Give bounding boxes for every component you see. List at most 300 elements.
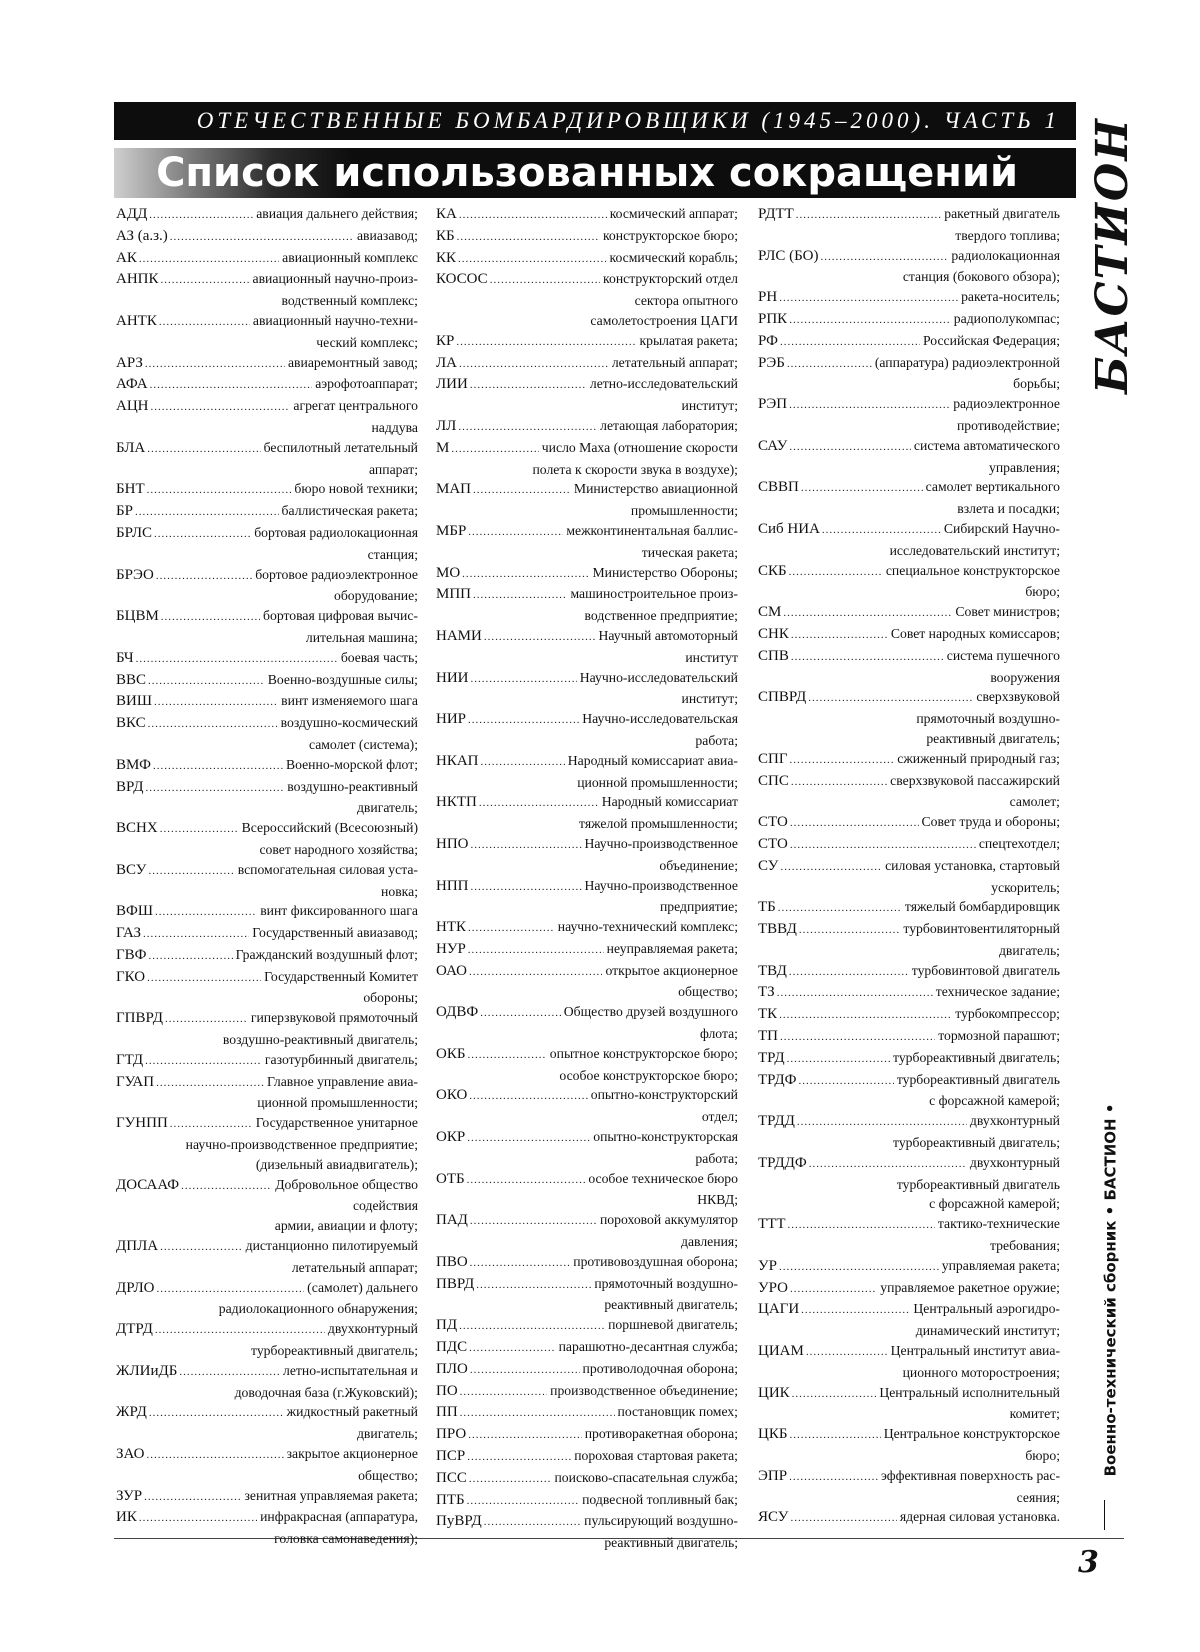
dot-leader — [790, 751, 895, 771]
abbreviation: ВКС — [116, 714, 148, 734]
definition-line: борьбы; — [758, 374, 1060, 394]
abbreviation: ПАД — [436, 1211, 470, 1231]
dot-leader — [181, 1177, 272, 1197]
dot-leader — [147, 969, 261, 989]
dot-leader — [484, 628, 596, 648]
abbreviation: РДТТ — [758, 205, 796, 225]
definition-line: (аппаратура) радиоэлектронной — [872, 353, 1060, 373]
dot-leader — [468, 941, 604, 961]
entry-first-line — [758, 856, 1060, 878]
abbreviation-entry — [116, 1361, 418, 1403]
entry-first-line — [436, 1002, 738, 1024]
definition-line: самолетостроения ЦАГИ — [436, 311, 738, 331]
dot-leader — [820, 248, 948, 268]
entry-first-line — [436, 709, 738, 731]
abbreviation: ЛЛ — [436, 417, 458, 437]
definition-line: общество; — [436, 982, 738, 1002]
definition-line: работа; — [436, 731, 738, 751]
abbreviation-entry — [116, 691, 418, 713]
definition-line: объединение; — [436, 856, 738, 876]
dot-leader — [777, 984, 933, 1004]
definition-line: твердого топлива; — [758, 226, 1060, 246]
definition-line: противоракетная оборона; — [582, 1424, 738, 1444]
definition-line: винт изменяемого шага — [278, 691, 418, 711]
entry-first-line — [116, 945, 418, 967]
abbreviation: ОАО — [436, 962, 469, 982]
entry-first-line — [436, 269, 738, 291]
abbreviation-entry — [436, 961, 738, 1003]
abbreviation: СКБ — [758, 562, 789, 582]
abbreviation-entry — [436, 1468, 738, 1490]
entry-first-line — [436, 1446, 738, 1468]
definition-line: авиация дальнего действия; — [253, 204, 418, 224]
abbreviation: ТЗ — [758, 983, 777, 1003]
abbreviation: ПДС — [436, 1338, 469, 1358]
abbreviation: ДОСААФ — [116, 1176, 181, 1196]
abbreviation: МО — [436, 564, 462, 584]
dot-leader — [790, 836, 976, 856]
abbreviation-entry — [436, 939, 738, 961]
entry-first-line — [116, 438, 418, 460]
definition-line: самолет; — [758, 792, 1060, 812]
definition-line: летательный аппарат; — [116, 1258, 418, 1278]
brand-logo-text: БАСТИОН — [1087, 117, 1138, 394]
definition-line: воздушно-космический — [278, 713, 418, 733]
definition-line: турбокомпрессор; — [952, 1004, 1060, 1024]
entry-first-line — [116, 1278, 418, 1300]
definition-line: дистанционно пилотируемый — [243, 1236, 418, 1256]
definition-line: аппарат; — [116, 460, 418, 480]
entry-first-line — [758, 1278, 1060, 1300]
dot-leader — [471, 670, 577, 690]
definition-line: бюро; — [758, 582, 1060, 602]
dot-leader — [778, 899, 902, 919]
definition-line: противолодочная оборона; — [580, 1359, 738, 1379]
definition-line: Всероссийский (Всесоюзный) — [239, 818, 418, 838]
abbreviation: ГТД — [116, 1051, 145, 1071]
dot-leader — [470, 1254, 571, 1274]
definition-line: поршневой двигатель; — [605, 1315, 738, 1335]
abbreviation-entry — [436, 626, 738, 668]
dot-leader — [791, 626, 888, 646]
definition-line: беспилотный летательный — [261, 438, 418, 458]
abbreviation-entry — [436, 1210, 738, 1252]
dot-leader — [139, 250, 279, 270]
definition-line: ядерная силовая установка. — [897, 1507, 1060, 1527]
abbreviation-entry — [758, 602, 1060, 624]
definition-line: Государственное унитарное — [253, 1113, 418, 1133]
entry-first-line — [116, 923, 418, 945]
entry-first-line — [116, 1236, 418, 1258]
definition-line: закрытое акционерное — [284, 1444, 418, 1464]
dot-leader — [801, 1301, 910, 1321]
dot-leader — [153, 757, 283, 777]
entry-first-line — [436, 248, 738, 270]
entry-first-line — [436, 792, 738, 814]
definition-line: система автоматического — [911, 436, 1060, 456]
dot-leader — [779, 1258, 939, 1278]
dot-leader — [148, 715, 278, 735]
entry-first-line — [436, 521, 738, 543]
abbreviation: ЖЛИиДБ — [116, 1362, 179, 1382]
abbreviation: ВСУ — [116, 861, 148, 881]
abbreviation-entry — [758, 1004, 1060, 1026]
abbreviation: ПРО — [436, 1425, 468, 1445]
abbreviation-entry — [758, 1153, 1060, 1214]
abbreviation: НКТП — [436, 793, 479, 813]
entry-first-line — [116, 311, 418, 333]
abbreviation: ЦИК — [758, 1384, 792, 1404]
definition-line: Научно-производственное — [582, 876, 739, 896]
entry-first-line — [116, 1072, 418, 1094]
dot-leader — [789, 396, 950, 416]
entry-first-line — [436, 204, 738, 226]
abbreviation: СПВ — [758, 647, 791, 667]
definition-line: авиаремонтный завод; — [285, 353, 418, 373]
abbreviation-entry — [758, 897, 1060, 919]
entry-first-line — [116, 353, 418, 375]
definition-line: Совет народных комиссаров; — [888, 624, 1060, 644]
abbreviation: ТВД — [758, 962, 789, 982]
definition-line: Общество друзей воздушного — [561, 1002, 738, 1022]
dot-leader — [789, 438, 911, 458]
definition-line: бортовое радиоэлектронное — [252, 565, 418, 585]
definition-line: тическая ракета; — [436, 543, 738, 563]
abbreviation-entry — [116, 269, 418, 311]
abbreviation-entry — [116, 523, 418, 565]
dot-leader — [149, 206, 253, 226]
abbreviation-entry — [436, 1402, 738, 1424]
abbreviation: КОСОС — [436, 270, 490, 290]
definition-line: тормозной парашют; — [935, 1026, 1060, 1046]
abbreviation-entry — [116, 479, 418, 501]
abbreviation-entry — [436, 1274, 738, 1316]
definition-line: опытное конструкторское бюро; — [547, 1044, 738, 1064]
entry-first-line — [758, 834, 1060, 856]
abbreviation: БЛА — [116, 439, 147, 459]
abbreviation-entry — [116, 226, 418, 248]
definition-line: Министерство авиационной — [571, 479, 738, 499]
definition-line: летательный аппарат; — [609, 353, 738, 373]
definition-line: тяжелой промышленности; — [436, 814, 738, 834]
abbreviation: ГАЗ — [116, 924, 143, 944]
dot-leader — [779, 1006, 952, 1026]
definition-line: управляемое ракетное оружие; — [877, 1278, 1060, 1298]
entry-first-line — [436, 563, 738, 585]
entry-first-line — [758, 477, 1060, 499]
definition-line: космический аппарат; — [607, 204, 738, 224]
abbreviation: НТК — [436, 918, 468, 938]
abbreviation-entry — [436, 374, 738, 416]
abbreviation: ДТРД — [116, 1320, 155, 1340]
abbreviation: МПП — [436, 585, 473, 605]
dot-leader — [165, 1010, 248, 1030]
abbreviation-entry — [436, 226, 738, 248]
entry-first-line — [436, 1210, 738, 1232]
abbreviation: АЗ (а.з.) — [116, 227, 170, 247]
abbreviation: СПС — [758, 772, 791, 792]
abbreviation: ТК — [758, 1005, 779, 1025]
dot-leader — [155, 1321, 325, 1341]
series-title: ОТЕЧЕСТВЕННЫЕ БОМБАРДИРОВЩИКИ (1945–2000). ЧАСТЬ 1 — [197, 108, 1060, 133]
definition-line: реактивный двигатель; — [436, 1295, 738, 1315]
abbreviation: РЭБ — [758, 354, 787, 374]
dot-leader — [476, 1276, 591, 1296]
entry-first-line — [116, 755, 418, 777]
definition-line: управления; — [758, 458, 1060, 478]
abbreviation: ОТБ — [436, 1170, 467, 1190]
abbreviation: БР — [116, 502, 135, 522]
dot-leader — [468, 711, 579, 731]
side-divider — [1104, 1500, 1105, 1530]
definition-line: водственное предприятие; — [436, 606, 738, 626]
definition-line: самолет вертикального — [923, 477, 1060, 497]
abbreviation-entry — [116, 1507, 418, 1549]
entry-first-line — [436, 1511, 738, 1533]
definition-line: поисково-спасательная служба; — [551, 1468, 738, 1488]
abbreviation: ГВФ — [116, 946, 149, 966]
abbreviation-entry — [758, 771, 1060, 813]
definition-line: станция; — [116, 545, 418, 565]
entry-first-line — [116, 818, 418, 840]
abbreviation-entry — [758, 287, 1060, 309]
entry-first-line — [758, 687, 1060, 709]
definition-line: ракетный двигатель — [941, 204, 1060, 224]
abbreviation-entry — [116, 606, 418, 648]
dot-leader — [792, 1385, 877, 1405]
entry-first-line — [436, 1274, 738, 1296]
dot-leader — [780, 1028, 935, 1048]
definition-line: боевая часть; — [338, 648, 418, 668]
abbreviation: КА — [436, 205, 459, 225]
dot-leader — [136, 650, 338, 670]
entry-first-line — [436, 939, 738, 961]
dot-leader — [145, 355, 285, 375]
dot-leader — [783, 604, 952, 624]
abbreviation-entry — [436, 1044, 738, 1086]
abbreviation-entry — [758, 687, 1060, 748]
definition-line: аэрофотоаппарат; — [312, 374, 418, 394]
definition-line: Российская Федерация; — [920, 331, 1060, 351]
dot-leader — [787, 355, 872, 375]
abbreviation: НИР — [436, 710, 468, 730]
entry-first-line — [116, 523, 418, 545]
dot-leader — [459, 206, 607, 226]
definition-line: станция (бокового обзора); — [758, 267, 1060, 287]
definition-line: система пушечного — [944, 646, 1060, 666]
dot-leader — [473, 586, 567, 606]
entry-first-line — [436, 374, 738, 396]
dot-leader — [789, 1426, 880, 1446]
abbreviation: СПГ — [758, 750, 790, 770]
abbreviation: ВВС — [116, 671, 148, 691]
abbreviation-entry — [436, 792, 738, 834]
abbreviation: РФ — [758, 332, 780, 352]
abbreviation: НКАП — [436, 752, 481, 772]
definition-line: Центральный аэрогидро- — [910, 1299, 1060, 1319]
dot-leader — [155, 903, 257, 923]
entry-first-line — [436, 438, 738, 460]
abbreviation-entry — [758, 1424, 1060, 1466]
abbreviation-entry — [436, 751, 738, 793]
abbreviation: ПВРД — [436, 1275, 476, 1295]
definition-line: (дизельный авиадвигатель); — [116, 1155, 418, 1175]
abbreviation: САУ — [758, 437, 789, 457]
abbreviation-entry — [758, 204, 1060, 246]
entry-first-line — [758, 749, 1060, 771]
entry-first-line — [436, 834, 738, 856]
definition-line: сеяния; — [758, 1488, 1060, 1508]
definition-line: динамический институт; — [758, 1321, 1060, 1341]
dot-leader — [147, 440, 260, 460]
dot-leader — [468, 523, 563, 543]
dot-leader — [789, 963, 909, 983]
entry-first-line — [758, 1341, 1060, 1363]
entry-first-line — [758, 1153, 1060, 1175]
entry-first-line — [436, 668, 738, 690]
entry-first-line — [758, 436, 1060, 458]
definition-line: институт; — [436, 396, 738, 416]
abbreviation-entry — [116, 374, 418, 396]
definition-line: пульсирующий воздушно- — [581, 1511, 738, 1531]
definition-line: ционной промышленности; — [116, 1093, 418, 1113]
abbreviation-entry — [758, 246, 1060, 288]
collection-name: Военно-технический сборник • БАСТИОН • — [1101, 1104, 1119, 1477]
entry-first-line — [116, 670, 418, 692]
definition-line: постановщик помех; — [615, 1402, 739, 1422]
abbreviation: ПЛО — [436, 1360, 470, 1380]
definition-line: управляемая ракета; — [939, 1256, 1060, 1276]
abbreviation-entry — [436, 1511, 738, 1553]
abbreviation-entry — [436, 353, 738, 375]
abbreviation: МБР — [436, 522, 468, 542]
definition-line: Военно-морской флот; — [283, 755, 418, 775]
dot-leader — [160, 820, 239, 840]
definition-line: гиперзвуковой прямоточный — [248, 1008, 418, 1028]
dot-leader — [179, 1363, 280, 1383]
definition-line: особое конструкторское бюро; — [436, 1066, 738, 1086]
abbreviation-entry — [436, 1315, 738, 1337]
abbreviation-entry — [758, 394, 1060, 436]
dot-leader — [481, 753, 565, 773]
definition-line: требования; — [758, 1236, 1060, 1256]
abbreviation: АК — [116, 249, 139, 269]
abbreviation: ВРД — [116, 778, 145, 798]
abbreviation: ТТТ — [758, 1215, 788, 1235]
abbreviation: ИК — [116, 1508, 139, 1528]
abbreviation: ОКБ — [436, 1045, 467, 1065]
abbreviation: ПТБ — [436, 1491, 467, 1511]
entry-first-line — [436, 226, 738, 248]
abbreviation-entry — [436, 1446, 738, 1468]
abbreviation-entry — [436, 1424, 738, 1446]
dot-leader — [148, 862, 234, 882]
abbreviation-entry — [116, 1486, 418, 1508]
definition-line: сверхзвуковой — [973, 687, 1060, 707]
definition-line: армии, авиации и флоту; — [116, 1216, 418, 1236]
abbreviation-entry — [758, 1111, 1060, 1153]
definition-line: Научно-исследовательский — [577, 668, 738, 688]
definition-line: турбореактивный двигатель — [758, 1175, 1060, 1195]
definition-line: флота; — [436, 1024, 738, 1044]
definition-line: головка самонаведения); — [116, 1529, 418, 1549]
dot-leader — [458, 418, 597, 438]
definition-line: производственное объединение; — [547, 1381, 738, 1401]
entry-first-line — [436, 1402, 738, 1424]
dot-leader — [779, 289, 958, 309]
dot-leader — [789, 1468, 878, 1488]
definition-line: крылатая ракета; — [636, 331, 738, 351]
dot-leader — [484, 1513, 581, 1533]
dot-leader — [789, 311, 951, 331]
definition-line: наддува — [116, 418, 418, 438]
definition-line: Центральный исполнительный — [876, 1383, 1060, 1403]
abbreviation-entry — [436, 269, 738, 330]
definition-line: полета к скорости звука в воздухе); — [436, 460, 738, 480]
definition-line: пороховой аккумулятор — [597, 1210, 738, 1230]
dot-leader — [467, 1492, 580, 1512]
definition-line: тяжелый бомбардировщик — [902, 897, 1060, 917]
entry-first-line — [758, 353, 1060, 375]
abbreviation-entry — [758, 1070, 1060, 1112]
entry-first-line — [758, 1466, 1060, 1488]
definition-line: самолет (система); — [116, 735, 418, 755]
abbreviation-column-2 — [436, 204, 738, 1553]
abbreviation-entry — [116, 1175, 418, 1236]
entry-first-line — [436, 1337, 738, 1359]
dot-leader — [151, 398, 291, 418]
definition-line: противодействие; — [758, 416, 1060, 436]
abbreviation: ЭПР — [758, 1467, 789, 1487]
abbreviation-entry — [436, 1085, 738, 1127]
abbreviation-entry — [436, 917, 738, 939]
definition-line: бортовая цифровая вычис- — [260, 606, 418, 626]
abbreviation: ЦИАМ — [758, 1342, 806, 1362]
definition-line: Народный комиссариат авиа- — [565, 751, 738, 771]
abbreviation-entry — [758, 1214, 1060, 1256]
entry-first-line — [116, 1507, 418, 1529]
series-title-bar — [114, 102, 1076, 140]
abbreviation-entry — [436, 1127, 738, 1169]
entry-first-line — [758, 1424, 1060, 1446]
abbreviation-entry — [116, 353, 418, 375]
abbreviation-entry — [436, 876, 738, 918]
dot-leader — [154, 693, 278, 713]
definition-line: радиолокационная — [948, 246, 1060, 266]
abbreviation: СТО — [758, 813, 790, 833]
definition-line: двигатель; — [758, 941, 1060, 961]
definition-line: опытно-конструкторский — [588, 1085, 738, 1105]
abbreviation: УР — [758, 1257, 779, 1277]
entry-first-line — [116, 1361, 418, 1383]
definition-line: ческий комплекс; — [116, 333, 418, 353]
abbreviation-entry — [116, 713, 418, 755]
definition-line: сверхзвуковой пассажирский — [887, 771, 1060, 791]
entry-first-line — [436, 961, 738, 983]
definition-line: летно-испытательная и — [280, 1361, 418, 1381]
abbreviation-entry — [436, 204, 738, 226]
entry-first-line — [758, 624, 1060, 646]
definition-line: авиационный научно-произ- — [250, 269, 419, 289]
abbreviation-entry — [116, 923, 418, 945]
abbreviation-entry — [758, 919, 1060, 961]
dot-leader — [790, 1509, 896, 1529]
entry-first-line — [758, 246, 1060, 268]
abbreviation-entry — [758, 561, 1060, 603]
abbreviation-entry — [758, 812, 1060, 834]
dot-leader — [149, 1404, 284, 1424]
abbreviation-entry — [436, 1337, 738, 1359]
